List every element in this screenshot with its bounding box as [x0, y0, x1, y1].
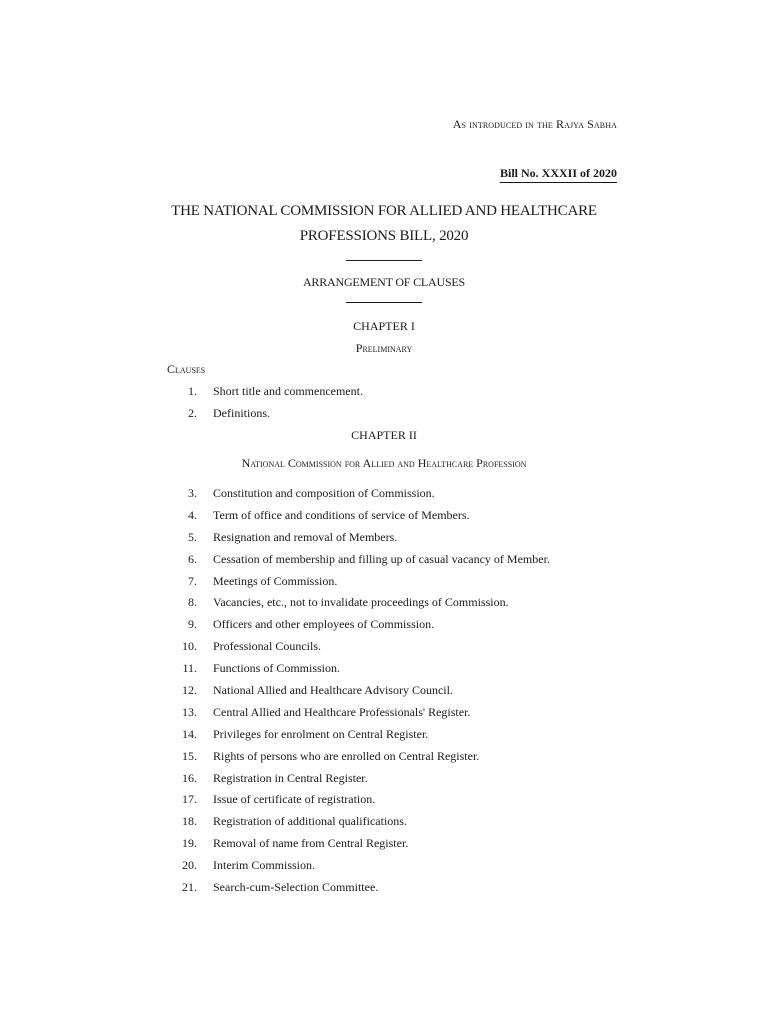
- clause-text: Removal of name from Central Register.: [213, 836, 409, 851]
- clause-item: [0, 792, 768, 814]
- clause-item: [0, 727, 768, 749]
- clause-text: Search-cum-Selection Committee.: [213, 880, 379, 895]
- clause-item: [0, 836, 768, 858]
- chapter-1-clause-list: [0, 384, 768, 428]
- clause-number: 15.: [182, 748, 197, 763]
- clause-text: Issue of certificate of registration.: [213, 792, 376, 807]
- clause-item: [0, 508, 768, 530]
- clause-number: 2.: [188, 405, 197, 420]
- clause-text: Constitution and composition of Commission.: [213, 486, 435, 500]
- clause-number: 3.: [188, 486, 197, 500]
- clause-text: Officers and other employees of Commission.: [213, 617, 435, 632]
- clause-text: Cessation of membership and filling up of casual vacancy of Member.: [213, 551, 550, 566]
- clause-item: [0, 771, 768, 793]
- divider-rule: [346, 260, 422, 261]
- clause-text: Vacancies, etc., not to invalidate proceedings of Commission.: [213, 595, 509, 610]
- clause-number: 16.: [182, 770, 197, 785]
- clause-text: Registration in Central Register.: [213, 770, 368, 785]
- clause-text: Meetings of Commission.: [213, 573, 338, 588]
- clause-number: 10.: [182, 639, 197, 654]
- clause-text: Functions of Commission.: [213, 661, 341, 676]
- clause-item: [0, 880, 768, 902]
- clause-text: Central Allied and Healthcare Professionals' Register.: [213, 704, 471, 719]
- clause-text: National Allied and Healthcare Advisory Council.: [213, 683, 453, 698]
- clause-number: 21.: [182, 880, 197, 895]
- clause-number: 6.: [188, 551, 197, 566]
- clause-item: [0, 683, 768, 705]
- clause-number: 18.: [182, 814, 197, 829]
- clause-item: [0, 661, 768, 683]
- clause-text: Professional Councils.: [213, 639, 321, 654]
- clause-number: 19.: [182, 836, 197, 851]
- clause-number: 12.: [182, 683, 197, 698]
- clause-item: [0, 384, 768, 406]
- clause-item: [0, 858, 768, 880]
- bill-title-line-2: PROFESSIONS BILL, 2020: [299, 228, 469, 244]
- clause-item: [0, 705, 768, 727]
- bill-title-line-1: THE NATIONAL COMMISSION FOR ALLIED AND HEALTHCARE: [171, 203, 597, 219]
- clause-number: 11.: [182, 661, 197, 676]
- chapter-1-title: Preliminary: [355, 341, 413, 355]
- clause-number: 7.: [188, 573, 197, 588]
- clause-text: Interim Commission.: [213, 858, 315, 873]
- clause-item: [0, 530, 768, 552]
- clause-item: [0, 814, 768, 836]
- clause-number: 1.: [188, 384, 197, 398]
- chapter-2-title: National Commission for Allied and Healthcare Profession: [241, 456, 527, 470]
- clause-item: [0, 595, 768, 617]
- clause-item: [0, 552, 768, 574]
- divider-rule: [346, 302, 422, 303]
- clause-number: 5.: [188, 529, 197, 544]
- clause-item: [0, 574, 768, 596]
- clause-text: Rights of persons who are enrolled on Central Register.: [213, 748, 480, 763]
- clause-item: [0, 639, 768, 661]
- chapter-2-clause-list: [0, 486, 768, 902]
- clause-text: Privileges for enrolment on Central Register.: [213, 726, 429, 741]
- arrangement-heading: ARRANGEMENT OF CLAUSES: [302, 275, 466, 289]
- clause-item: [0, 406, 768, 428]
- clause-text: Registration of additional qualifications.: [213, 814, 407, 829]
- clause-item: [0, 749, 768, 771]
- clause-number: 8.: [188, 595, 197, 610]
- bill-number: Bill No. XXXII of 2020: [500, 166, 617, 183]
- clause-text: Term of office and conditions of service of Members.: [213, 507, 470, 522]
- clause-item: [0, 486, 768, 508]
- clause-number: 9.: [188, 617, 197, 632]
- introduced-note: As introduced in the Rajya Sabha: [452, 117, 617, 131]
- clause-number: 14.: [182, 726, 197, 741]
- chapter-2-heading: CHAPTER II: [351, 428, 417, 442]
- chapter-1-heading: CHAPTER I: [353, 319, 415, 333]
- clause-number: 4.: [188, 507, 197, 522]
- clause-text: Definitions.: [213, 405, 270, 420]
- clause-number: 13.: [182, 704, 197, 719]
- clause-number: 17.: [182, 792, 197, 807]
- clause-text: Short title and commencement.: [213, 384, 363, 398]
- clause-number: 20.: [182, 858, 197, 873]
- clauses-label: Clauses: [167, 362, 206, 376]
- clause-item: [0, 617, 768, 639]
- clause-text: Resignation and removal of Members.: [213, 529, 398, 544]
